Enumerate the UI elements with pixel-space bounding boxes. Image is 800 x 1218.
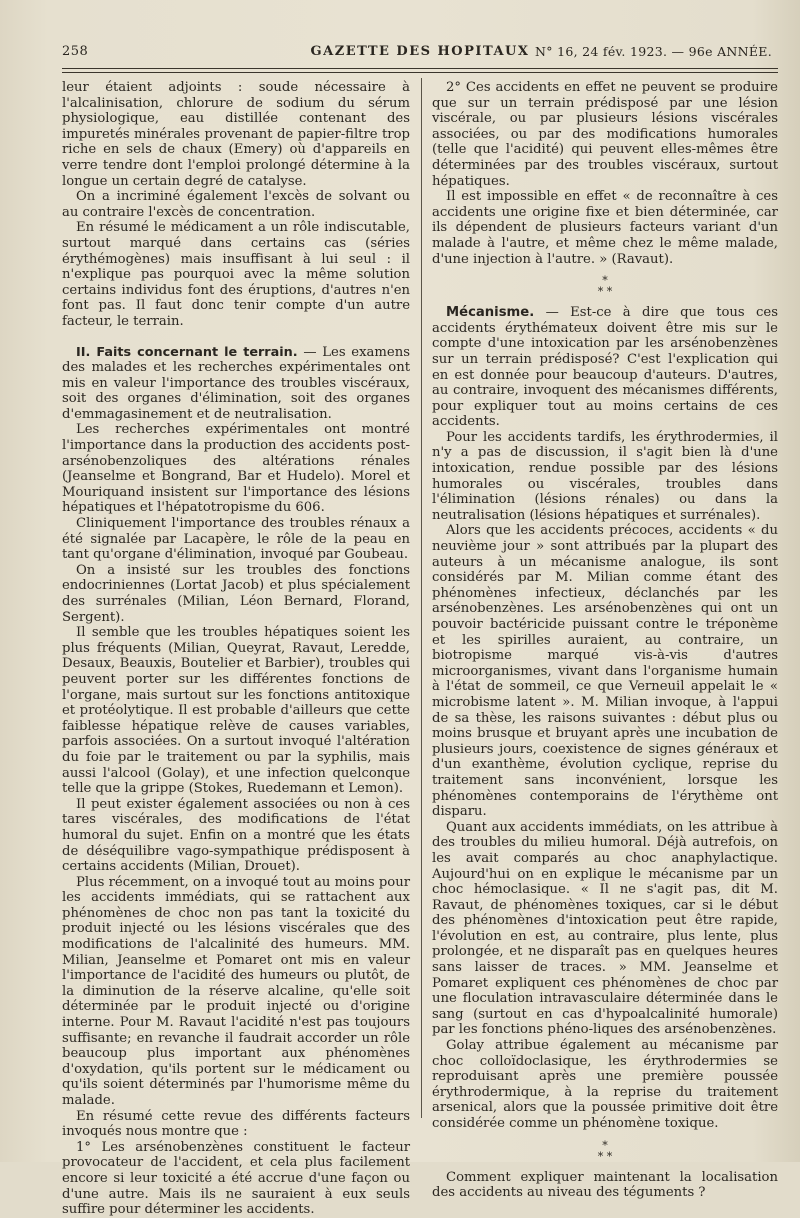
paragraph: Quant aux accidents immédiats, on les attribue à des troubles du milieu humoral. Déjà autrefois, on les avait comparés au choc anaphylactique. Aujourd'hui on en explique le mécanisme par un choc hémoclasique. « Il ne s'agit pas, dit M. Ravaut, de phénomènes toxiques, car si le début des phénomènes d'intoxication peut être rapide, l'évolution en est, au contraire, plus lente, plus prolongée, et ne disparaît pas en quelques heures sans laisser de traces. » MM. Jeanselme et Pomaret expliquent ces phénomènes de choc par une floculation intravasculaire déterminée dans le sang (surtout en cas d'hypoalcalinité humorale) par les fonctions phéno-liques des arsénobenzènes.: [432, 819, 778, 1038]
asterism-bottom: * *: [597, 285, 613, 299]
header-rule-thick: [62, 68, 778, 69]
issue-info: N° 16, 24 fév. 1923. — 96e ANNÉE.: [535, 44, 772, 59]
journal-title: GAZETTE DES HOPITAUX: [310, 44, 530, 59]
paragraph: Alors que les accidents précoces, accidents « du neuvième jour » sont attribués par la plupart des auteurs à un mécanisme analogue, ils sont considérés par M. Milian comme étant des phénomènes infectieux, déclanchés par les arsénobenzènes. Les arsénobenzènes qui ont un pouvoir bactéricide puissant contre le tréponème et les spirilles auraient, au contraire, un biotropisme marqué vis-à-vis d'autres microorganismes, vivant dans l'organisme humain à l'état de sommeil, ce que Verneuil appelait le « microbisme latent ». M. Milian invoque, à l'appui de sa thèse, les raisons suivantes : début plus ou moins brusque et bruyant après une incubation de plusieurs jours, coexistence de signes généraux et d'un exanthème, évolution cyclique, reprise du traitement sans inconvénient, lorsque les phénomènes contemporains de l'érythème ont disparu.: [432, 523, 778, 820]
right-column: [432, 80, 778, 1201]
page-number: 258: [62, 44, 89, 59]
paragraph: En résumé le médicament a un rôle indiscutable, surtout marqué dans certains cas (séries érythémogènes) mais insuffisant à lui seul : il n'explique pas pourquoi avec la même solution certains individus font des éruptions, d'autres n'en font pas. Il faut donc tenir compte d'un autre facteur, le terrain.: [62, 220, 410, 329]
section-text: — Les examens des malades et les recherches expérimentales ont mis en valeur l'importance des troubles viscéraux, soit des organes d'élimination, soit des organes d'emmagasinement et de neutralisation.: [62, 344, 410, 422]
paragraph: Plus récemment, on a invoqué tout au moins pour les accidents immédiats, qui se rattachent aux phénomènes de choc non pas tant la toxicité du produit injecté ou les lésions viscérales que des modifications de l'alcalinité des humeurs. MM. Milian, Jeanselme et Pomaret ont mis en valeur l'importance de l'acidité des humeurs ou plutôt, de la diminution de la réserve alcaline, qu'elle soit déterminée par le produit injecté ou d'origine interne. Pour M. Ravaut l'acidité n'est pas toujours suffisante; en revanche il faudrait accorder un rôle beaucoup plus important aux phénomènes d'oxydation, qu'ils portent sur le médicament ou qu'ils soient déterminés par l'humorisme même du malade.: [62, 874, 410, 1108]
paragraph: Les recherches expérimentales ont montré l'importance dans la production des accidents post-arsénobenzoliques des altérations rénales (Jeanselme et Bongrand, Bar et Hudelo). Morel et Mouriquand insistent sur l'importance des lésions hépatiques et l'hépatotropisme du 606.: [62, 422, 410, 516]
paragraph: Il semble que les troubles hépatiques soient les plus fréquents (Milian, Queyrat, Ravaut, Leredde, Desaux, Beauxis, Boutelier et Barbier), troubles qui peuvent porter sur les différentes fonctions de l'organe, mais surtout sur les fonctions antitoxique et protéolytique. Il est probable d'ailleurs que cette faiblesse hépatique relève de causes variables, parfois associées. On a surtout invoqué l'altération du foie par le traitement ou par la syphilis, mais aussi l'alcool (Golay), et une infection quelconque telle que la grippe (Stokes, Ruedemann et Lemon).: [62, 625, 410, 797]
paragraph: On a incriminé également l'excès de solvant ou au contraire l'excès de concentration.: [62, 189, 410, 220]
paragraph: Cliniquement l'importance des troubles rénaux a été signalée par Lacapère, le rôle de la peau en tant qu'organe d'élimination, invoqué par Goubeau.: [62, 516, 410, 563]
section-heading: Mécanisme.: [446, 305, 535, 321]
paragraph: On a insisté sur les troubles des fonctions endocriniennes (Lortat Jacob) et plus spécialement des surrénales (Milian, Léon Bernard, Florand, Sergent).: [62, 562, 410, 625]
running-head: [62, 44, 778, 64]
column-divider: [421, 78, 422, 1118]
left-column: [62, 80, 410, 1218]
paragraph: 2° Ces accidents en effet ne peuvent se produire que sur un terrain prédisposé par une lésion viscérale, ou par plusieurs lésions viscérales associées, ou par des modifications humorales (telle que l'acidité) qui peuvent elles-mêmes être déterminées par des troubles viscéraux, surtout hépatiques.: [432, 80, 778, 189]
paragraph: Golay attribue également au mécanisme par choc colloïdoclasique, les érythrodermies se reproduisant après une première poussée érythrodermique, à la reprise du traitement arsenical, alors que la poussée primitive doit être considérée comme un phénomène toxique.: [432, 1038, 778, 1131]
asterism-top: *: [602, 1138, 608, 1152]
paragraph: Pour les accidents tardifs, les érythrodermies, il n'y a pas de discussion, il s'agit bien là d'une intoxication, rendue possible par des lésions humorales ou viscérales, troubles dans l'élimination (lésions rénales) ou dans la neutralisation (lésions hépatiques et surrénales).: [432, 429, 778, 523]
section-text: — Est-ce à dire que tous ces accidents érythémateux doivent être mis sur le compte d'une intoxication par les arsénobenzènes sur un terrain prédisposé? C'est l'explication qui en est donnée pour beaucoup d'auteurs. D'autres, au contraire, invoquent des mécanismes différents, pour expliquer tout au moins certains de ces accidents.: [432, 305, 778, 430]
paragraph: Il peut exister également associées ou non à ces tares viscérales, des modifications de l'état humoral du sujet. Enfin on a montré que les états de déséquilibre vago-sympathique prédisposent à certains accidents (Milian, Drouet).: [62, 796, 410, 875]
header-rule-thin: [62, 72, 778, 73]
section-paragraph: [432, 305, 778, 430]
paragraph: leur étaient adjoints : soude nécessaire à l'alcalinisation, chlorure de sodium du sérum physiologique, eau distillée contenant des impuretés minérales provenant de papier-filtre trop riche en sels de chaux (Emery) où d'appareils en verre tendre dont l'emploi prolongé détermine à la longue un certain degré de catalyse.: [62, 80, 410, 189]
asterism-top: *: [602, 274, 608, 288]
paragraph: 1° Les arsénobenzènes constituent le facteur provocateur de l'accident, et cela plus facilement encore si leur toxicité a été accrue d'une façon ou d'une autre. Mais ils ne sauraient à eux seuls suffire pour déterminer les accidents.: [62, 1139, 410, 1218]
paragraph: Comment expliquer maintenant la localisation des accidents au niveau des téguments ?: [432, 1169, 778, 1201]
asterism-bottom: * *: [597, 1149, 613, 1163]
section-heading: II. Faits concernant le terrain.: [76, 344, 298, 360]
paragraph: Il est impossible en effet « de reconnaître à ces accidents une origine fixe et bien déterminée, car ils dépendent de plusieurs facteurs variant d'un malade à l'autre, et même chez le même malade, d'une injection à l'autre. » (Ravaut).: [432, 189, 778, 267]
paragraph: En résumé cette revue des différents facteurs invoqués nous montre que :: [62, 1108, 410, 1140]
section-paragraph: [62, 345, 410, 423]
section-separator: [432, 275, 778, 297]
section-separator: [432, 1140, 778, 1162]
